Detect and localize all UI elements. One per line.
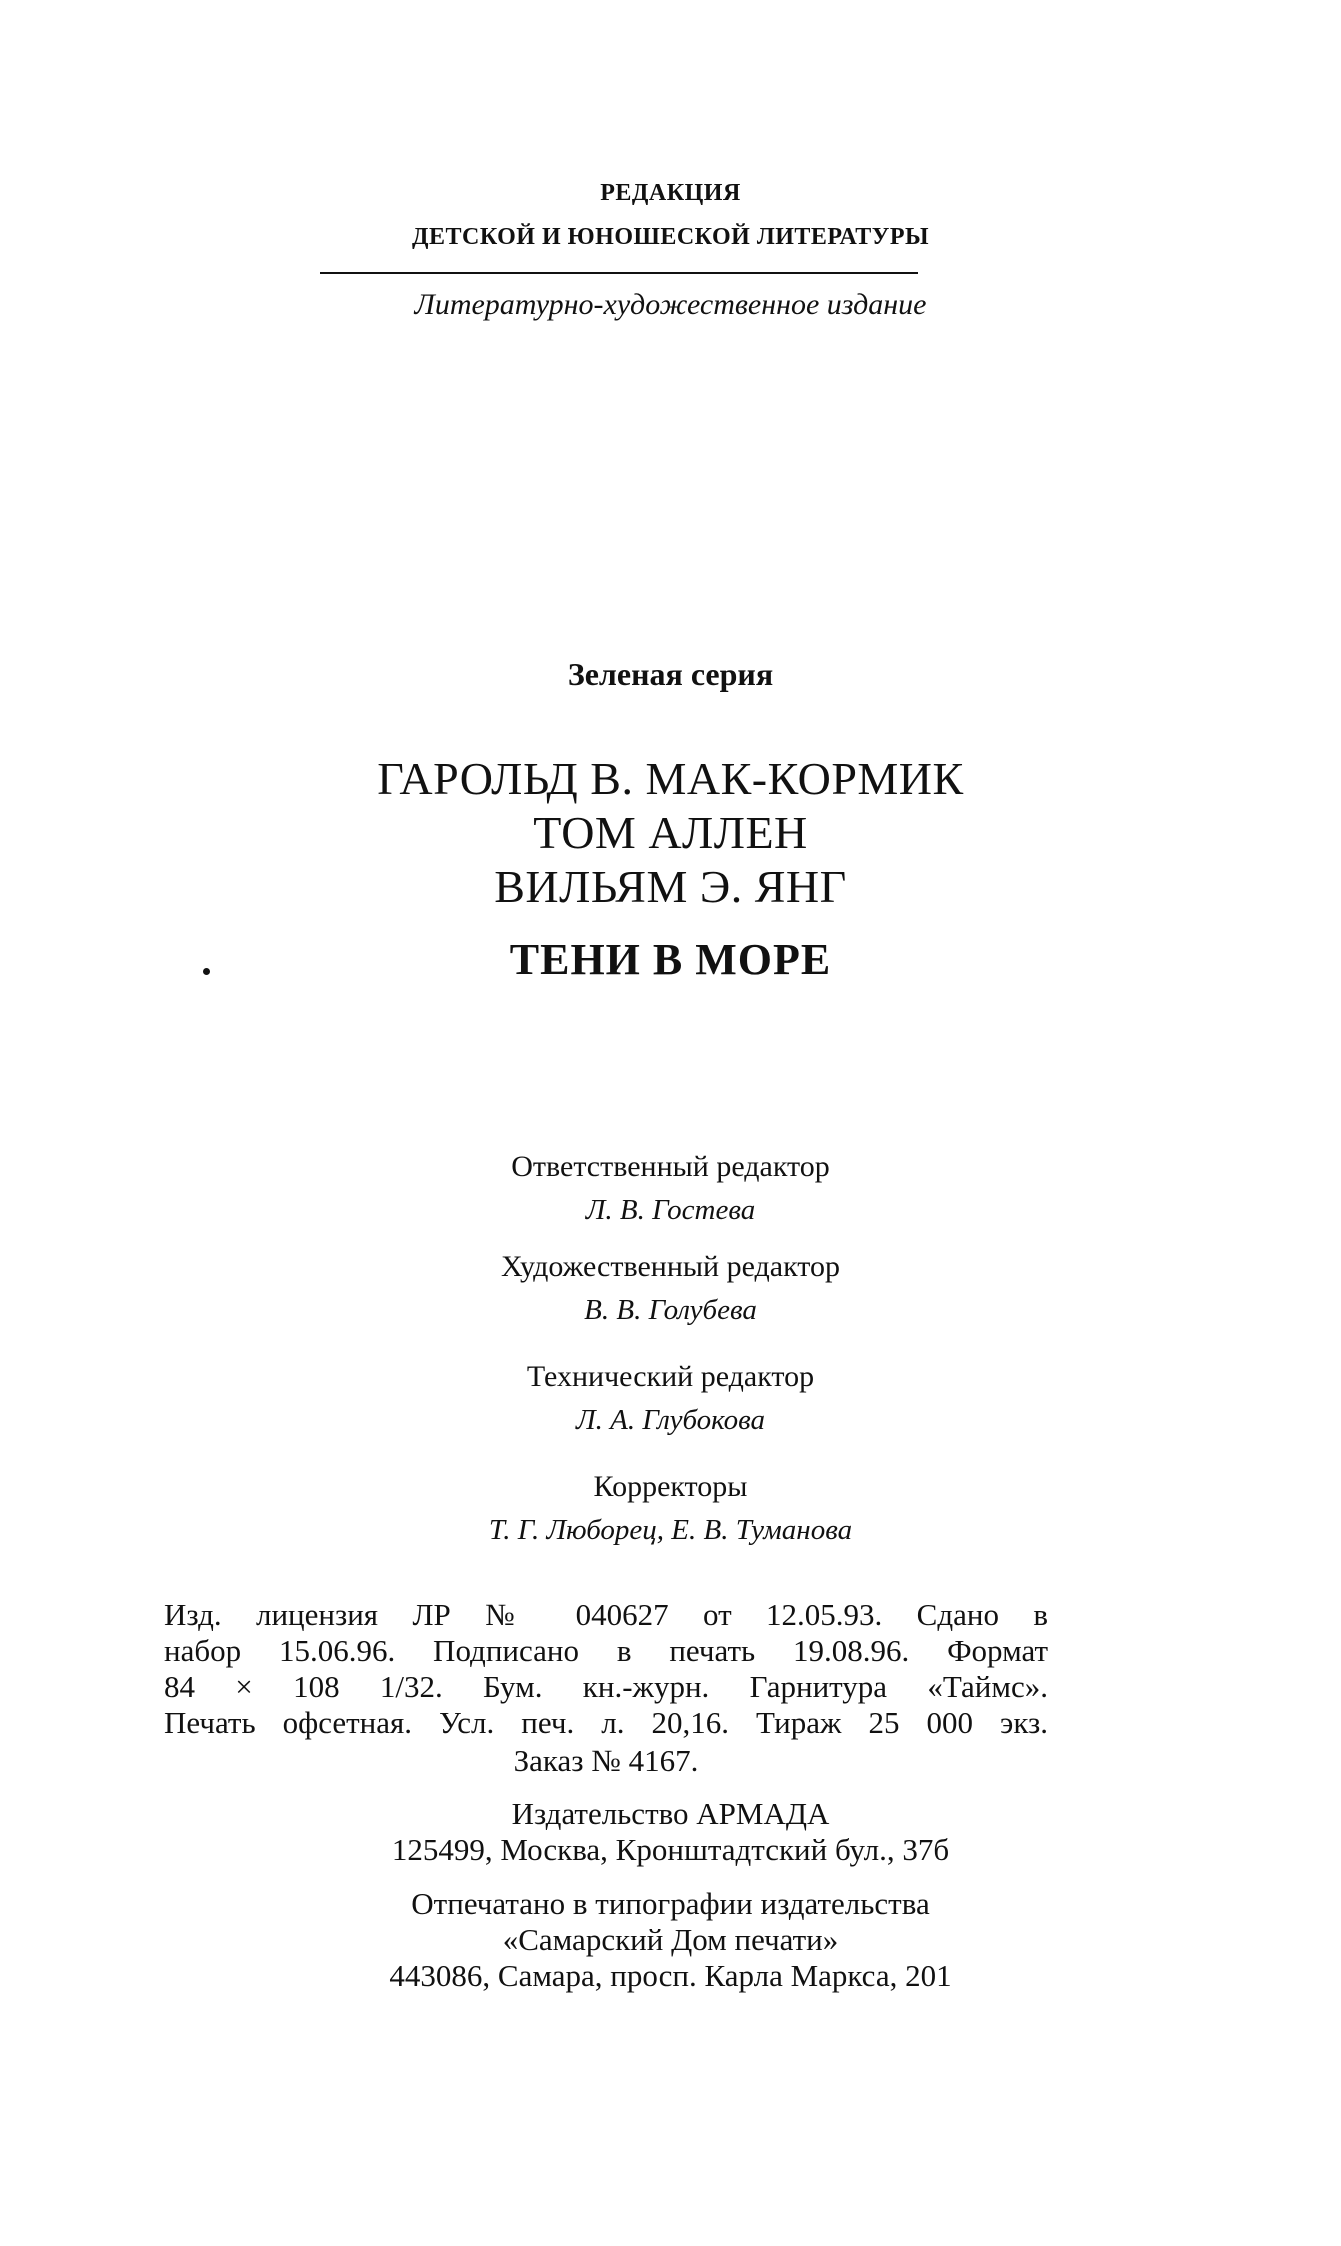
imprint-line-2: набор 15.06.96. Подписано в печать 19.08.96. Формат	[164, 1633, 1048, 1668]
credit-name-3: Л. А. Глубокова	[576, 1404, 765, 1436]
author-3: ВИЛЬЯМ Э. ЯНГ	[494, 861, 847, 912]
imprint-line-1: Изд. лицензия ЛР № 040627 от 12.05.93. Сдано в	[164, 1597, 1048, 1632]
publisher-name: Издательство АРМАДА	[511, 1796, 830, 1831]
credit-name-4: Т. Г. Люборец, Е. В. Туманова	[488, 1514, 853, 1546]
imprint-line-4: Печать офсетная. Усл. печ. л. 20,16. Тираж 25 000 экз.	[164, 1705, 1048, 1740]
credit-name-1: Л. В. Гостева	[585, 1194, 756, 1226]
editorial-office-subline: ДЕТСКОЙ И ЮНОШЕСКОЙ ЛИТЕРАТУРЫ	[411, 224, 930, 250]
series-name: Зеленая серия	[567, 656, 774, 692]
author-2: ТОМ АЛЛЕН	[533, 807, 808, 858]
printer-line-2: «Самарский Дом печати»	[502, 1922, 839, 1957]
imprint-line-5: Заказ № 4167.	[513, 1743, 699, 1778]
credit-role-2: Художественный редактор	[501, 1250, 840, 1283]
editorial-office-line: РЕДАКЦИЯ	[600, 180, 741, 206]
header-divider	[320, 272, 918, 274]
printer-address: 443086, Самара, просп. Карла Маркса, 201	[389, 1958, 952, 1993]
credit-role-4: Корректоры	[593, 1470, 748, 1503]
edition-type: Литературно-художественное издание	[414, 288, 927, 321]
credit-name-2: В. В. Голубева	[584, 1294, 757, 1326]
credit-role-3: Технический редактор	[526, 1360, 815, 1393]
author-1: ГАРОЛЬД В. МАК-КОРМИК	[377, 753, 964, 804]
printer-line-1: Отпечатано в типографии издательства	[411, 1886, 930, 1921]
credit-role-1: Ответственный редактор	[511, 1150, 830, 1183]
book-title: ТЕНИ В МОРЕ	[509, 935, 832, 984]
print-speck	[203, 968, 210, 975]
publisher-address: 125499, Москва, Кронштадтский бул., 37б	[391, 1832, 950, 1867]
imprint-line-3: 84 × 108 1/32. Бум. кн.-журн. Гарнитура «Таймс».	[164, 1669, 1048, 1704]
